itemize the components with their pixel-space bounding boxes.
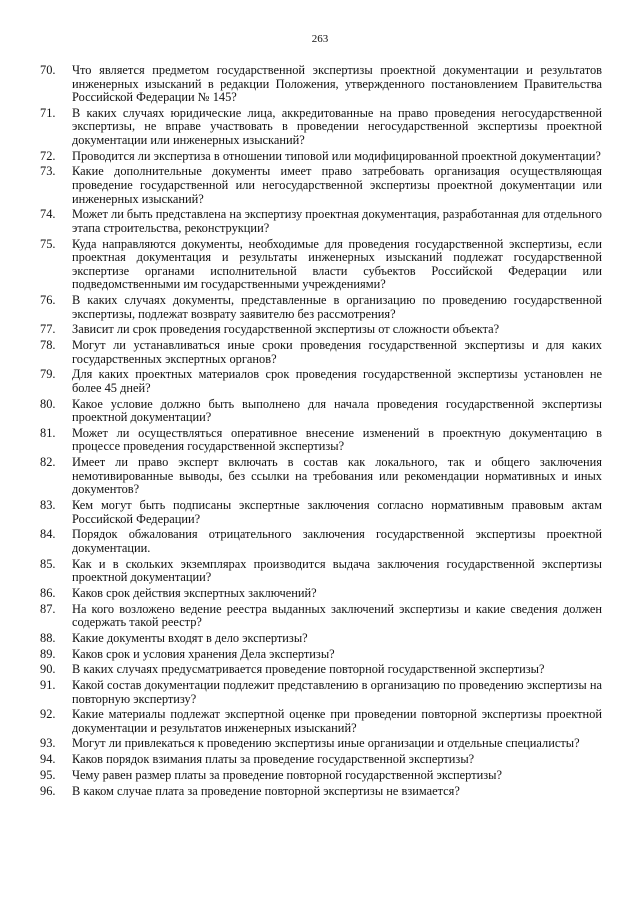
question-text: Каков порядок взимания платы за проведение государственной экспертизы? (72, 752, 475, 767)
question-item (40, 294, 602, 321)
question-item (40, 165, 602, 206)
question-number: 70. (40, 63, 56, 77)
question-number: 90. (40, 662, 56, 677)
question-list (40, 64, 602, 800)
question-text: Зависит ли срок проведения государственной экспертизы от сложности объекта? (72, 322, 500, 337)
question-text: Может ли быть представлена на экспертизу проектная документация, разработанная для отдельного этапа строительства, реконструкции? (72, 207, 602, 235)
question-text: Могут ли устанавливаться иные сроки проведения государственной экспертизы и для каких государственных экспертных органов? (72, 338, 602, 366)
question-item (40, 753, 602, 767)
question-item (40, 427, 602, 454)
question-item (40, 769, 602, 783)
question-number: 85. (40, 556, 56, 571)
question-item (40, 238, 602, 292)
question-number: 73. (40, 164, 56, 179)
question-text: Какие документы входят в дело экспертизы? (72, 630, 308, 645)
question-text: Какое условие должно быть выполнено для начала проведения государственной экспертизы проектной документации? (72, 396, 602, 425)
question-item (40, 663, 602, 677)
question-number: 80. (40, 396, 56, 411)
question-text: Проводится ли экспертиза в отношении типовой или модифицированной проектной документации? (72, 148, 601, 163)
question-text: Для каких проектных материалов срок проведения государственной экспертизы установлен не более 45 дней? (72, 367, 602, 395)
question-number: 88. (40, 630, 56, 645)
question-item (40, 398, 602, 425)
question-text: Порядок обжалования отрицательного заключения государственной экспертизы проектной документации. (72, 527, 602, 555)
question-text: Каков срок действия экспертных заключений? (72, 585, 317, 600)
question-item (40, 587, 602, 601)
question-number: 93. (40, 736, 56, 751)
question-text: Кем могут быть подписаны экспертные заключения согласно нормативным правовым актам Российской Федерации? (72, 498, 602, 526)
question-item (40, 368, 602, 395)
question-text: В каких случаях юридические лица, аккредитованные на право проведения негосударственной экспертизы, не вправе участвовать в проведении негосударственной экспертизы проектной документации или инженерных изысканий? (72, 105, 602, 148)
question-item (40, 323, 602, 337)
question-text: В каких случаях предусматривается проведение повторной государственной экспертизы? (72, 662, 545, 677)
question-number: 95. (40, 767, 56, 782)
question-text: Какой состав документации подлежит представлению в организацию по проведению экспертизы на повторную экспертизу? (72, 677, 602, 706)
question-item (40, 632, 602, 646)
question-item (40, 107, 602, 148)
page-number: 263 (311, 33, 329, 45)
question-number: 86. (40, 585, 56, 600)
question-number: 78. (40, 338, 56, 353)
question-item (40, 208, 602, 235)
question-number: 91. (40, 677, 56, 692)
question-number: 84. (40, 527, 56, 542)
question-item (40, 528, 602, 555)
question-text: Могут ли привлекаться к проведению экспертизы иные организации и отдельные специалисты? (72, 736, 580, 751)
question-text: Какие дополнительные документы имеет право затребовать организация осуществляющая проведение государственной или негосударственной экспертизы проектной документации или инженерных изысканий? (72, 164, 602, 206)
question-text: Как и в скольких экземплярах производится выдача заключения государственной экспертизы проектной документации? (72, 556, 602, 585)
question-item (40, 679, 602, 706)
question-text: Куда направляются документы, необходимые для проведения государственной экспертизы, если проектная документация и результаты инженерных изысканий подлежат государственной экспертизе органами исполнительной власти субъектов Российской Федерации или подведомственными им государственными учреждениями? (72, 236, 602, 292)
question-text: Какие материалы подлежат экспертной оценке при проведении повторной экспертизы проектной документации и результатов инженерных изысканий? (72, 707, 602, 735)
question-number: 81. (40, 425, 56, 440)
question-text: В каких случаях документы, представленные в организацию по проведению государственной экспертизы, подлежат возврату заявителю без рассмотрения? (72, 293, 602, 321)
question-item (40, 785, 602, 799)
question-number: 76. (40, 293, 56, 308)
question-item (40, 648, 602, 662)
question-item (40, 737, 602, 751)
question-number: 77. (40, 322, 56, 337)
question-item (40, 603, 602, 630)
question-number: 89. (40, 646, 56, 661)
question-text: В каком случае плата за проведение повторной экспертизы не взимается? (72, 783, 460, 798)
question-text: Каков срок и условия хранения Дела экспертизы? (72, 646, 335, 661)
question-item (40, 499, 602, 526)
question-text: Что является предметом государственной экспертизы проектной документации и результатов инженерных изысканий в редакции Положения, утвержденного постановлением Правительства Российской Федерации № 145? (72, 63, 602, 105)
question-number: 96. (40, 783, 56, 798)
question-number: 71. (40, 105, 56, 120)
question-number: 87. (40, 601, 56, 616)
question-item (40, 64, 602, 105)
question-text: Чему равен размер платы за проведение повторной государственной экспертизы? (72, 767, 502, 782)
question-item (40, 456, 602, 497)
question-text: Может ли осуществляться оперативное внесение изменений в проектную документацию в процессе проведения государственной экспертизы? (72, 425, 602, 454)
question-number: 83. (40, 498, 56, 513)
question-item (40, 708, 602, 735)
question-number: 82. (40, 455, 56, 470)
question-item (40, 150, 602, 164)
question-item (40, 339, 602, 366)
question-number: 92. (40, 707, 56, 722)
question-item (40, 558, 602, 585)
question-text: На кого возложено ведение реестра выданных заключений экспертизы и какие сведения должен содержать такой реестр? (72, 601, 602, 630)
question-number: 72. (40, 148, 56, 163)
question-number: 74. (40, 207, 56, 222)
question-number: 94. (40, 752, 56, 767)
question-text: Имеет ли право эксперт включать в состав как локального, так и общего заключения немотивированные выводы, без ссылки на требования или рекомендации нормативных и иных документов? (72, 455, 602, 497)
question-number: 75. (40, 236, 56, 251)
question-number: 79. (40, 367, 56, 382)
